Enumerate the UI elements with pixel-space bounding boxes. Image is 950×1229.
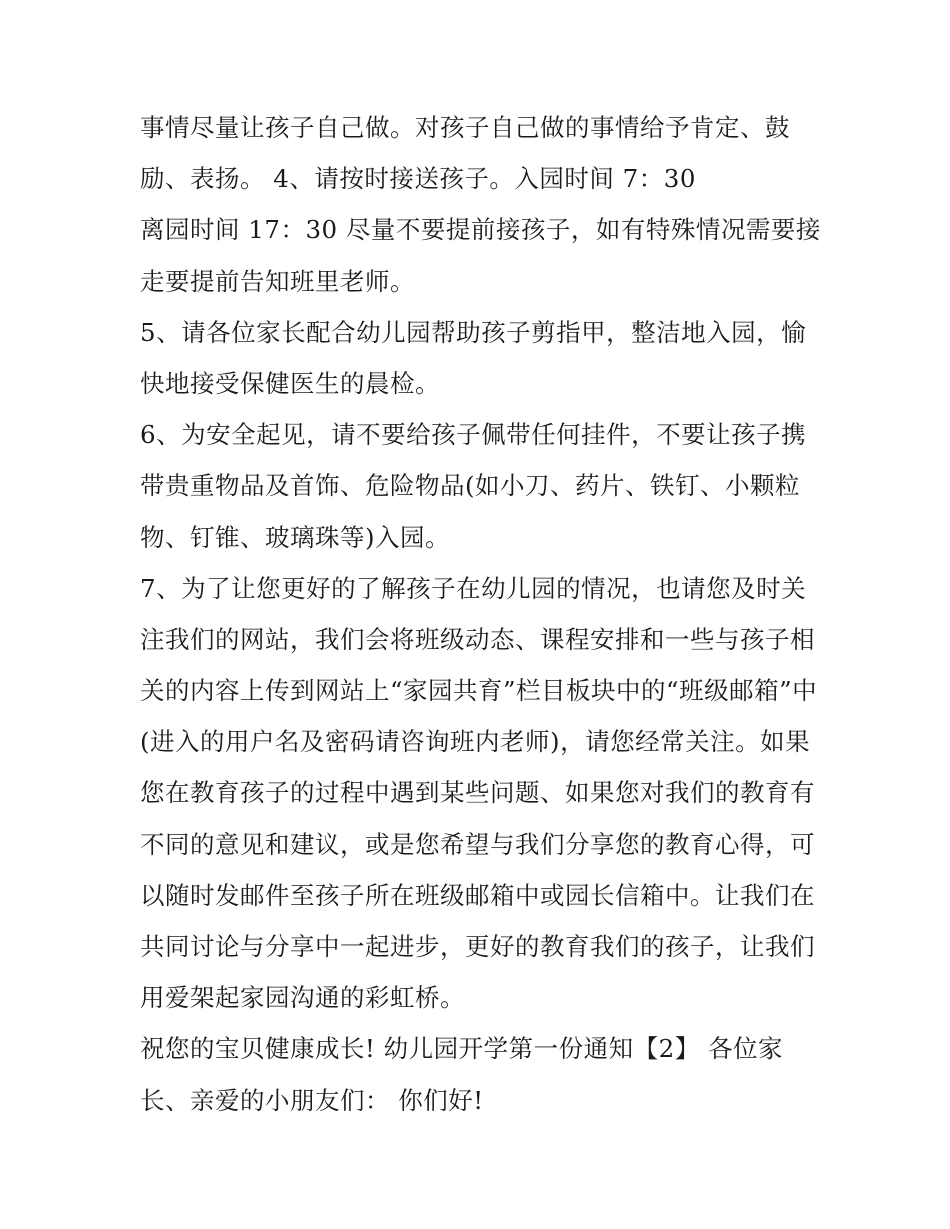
text-line: 快地接受保健医生的晨检。 <box>140 368 440 398</box>
text-line: 事情尽量让孩子自己做。对孩子自己做的事情给予肯定、鼓 <box>140 113 790 142</box>
text-line: 7、为了让您更好的了解孩子在幼儿园的情况，也请您及时关 <box>140 573 807 603</box>
text-line: 离园时间 17：30 尽量不要提前接孩子，如有特殊情况需要接 <box>140 215 821 245</box>
text-line: 共同讨论与分享中一起进步，更好的教育我们的孩子，让我们 <box>140 932 815 961</box>
text-line: 不同的意见和建议，或是您希望与我们分享您的教育心得，可 <box>140 829 815 859</box>
text-line: 祝您的宝贝健康成长! 幼儿园开学第一份通知【2】 各位家 <box>140 1034 784 1064</box>
text-line: 长、亲爱的小朋友们： 你们好! <box>140 1085 484 1115</box>
text-line: (进入的用户名及密码请咨询班内老师)，请您经常关注。如果 <box>140 727 811 757</box>
text-line: 用爱架起家园沟通的彩虹桥。 <box>140 983 465 1013</box>
text-line: 5、请各位家长配合幼儿园帮助孩子剪指甲，整洁地入园，愉 <box>140 317 807 347</box>
text-line: 关的内容上传到网站上“家园共育”栏目板块中的“班级邮箱”中 <box>140 676 818 706</box>
text-line: 励、表扬。 4、请按时接送孩子。入园时间 7：30 <box>140 164 696 194</box>
text-line: 走要提前告知班里老师。 <box>140 266 415 296</box>
text-line: 带贵重物品及首饰、危险物品(如小刀、药片、铁钉、小颗粒 <box>140 471 801 501</box>
text-line: 物、钉锥、玻璃珠等)入园。 <box>140 522 451 552</box>
text-line: 您在教育孩子的过程中遇到某些问题、如果您对我们的教育有 <box>140 778 815 808</box>
text-line: 6、为安全起见，请不要给孩子佩带任何挂件，不要让孩子携 <box>140 420 807 450</box>
text-line: 注我们的网站，我们会将班级动态、课程安排和一些与孩子相 <box>140 624 815 654</box>
text-line: 以随时发邮件至孩子所在班级邮箱中或园长信箱中。让我们在 <box>140 880 815 910</box>
document-body <box>140 102 820 1126</box>
